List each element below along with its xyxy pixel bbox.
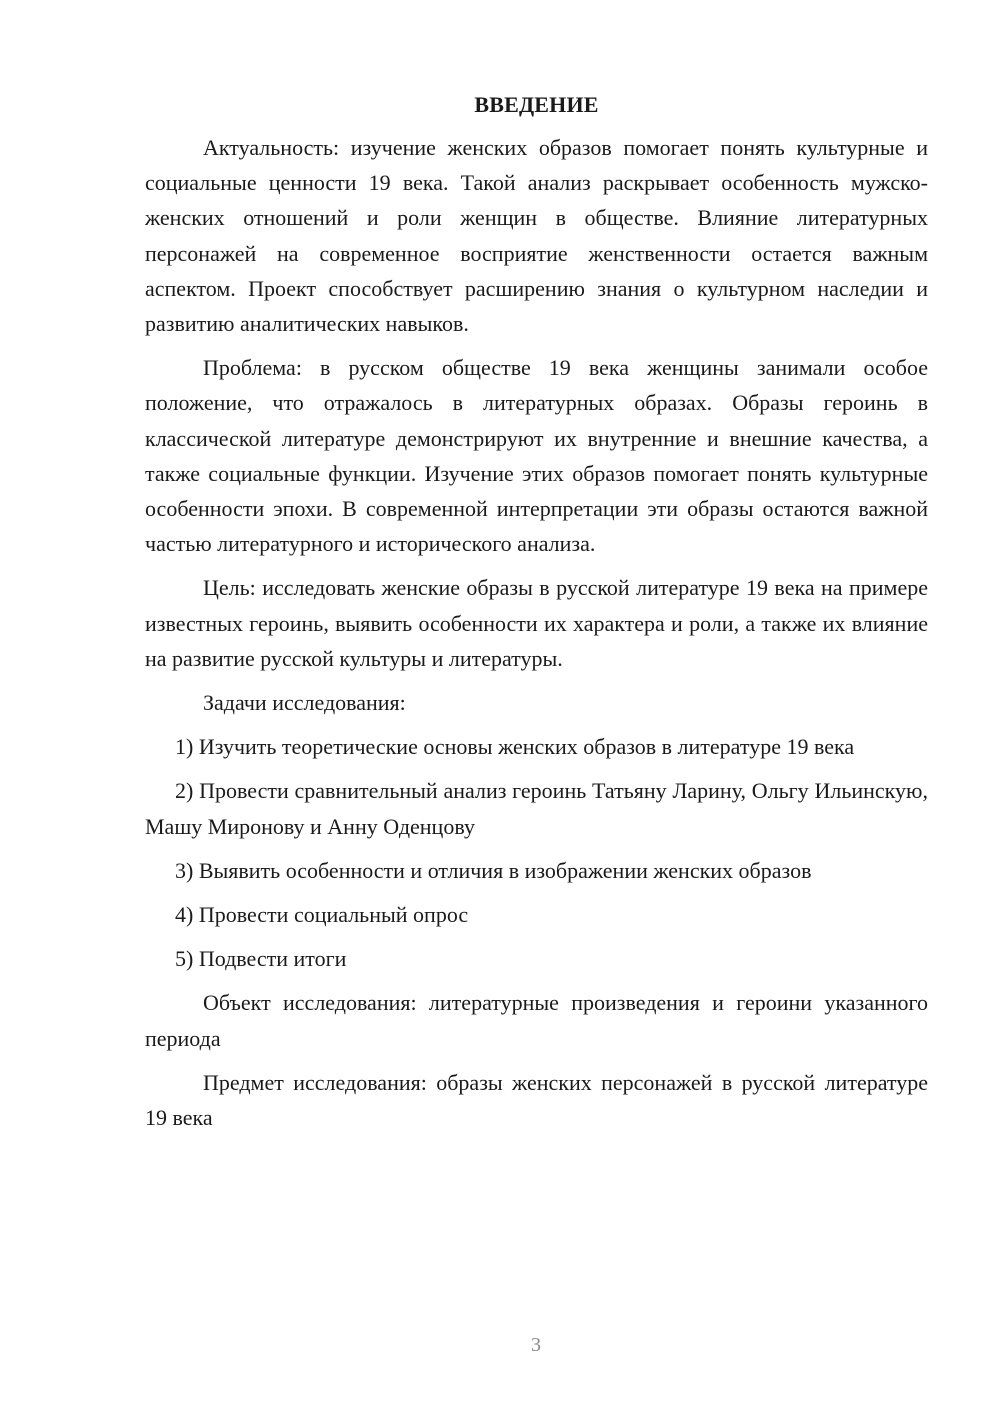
- research-subject-paragraph: Предмет исследования: образы женских персонажей в русской литературе 19 века: [145, 1069, 928, 1131]
- list-item: 3) Выявить особенности и отличия в изображении женских образов: [175, 857, 812, 883]
- list-item: 1) Изучить теоретические основы женских образов в литературе 19 века: [175, 734, 855, 760]
- tasks-title: Задачи исследования:: [203, 690, 406, 716]
- page-number: 3: [531, 1334, 541, 1356]
- research-object-paragraph: Объект исследования: литературные произведения и героини указанного периода: [145, 990, 928, 1051]
- list-item: 2) Провести сравнительный анализ героинь Татьяну Ларину, Ольгу Ильинскую, Машу Миронову и Анну Оденцову: [145, 778, 928, 839]
- tasks-list: [145, 729, 928, 976]
- goal-paragraph: Цель: исследовать женские образы в русской литературе 19 века на примере известных героинь, выявить особенности их характера и роли, а также их влияние на развитие русской культуры и литературы.: [145, 575, 928, 671]
- relevance-paragraph: Актуальность: изучение женских образов помогает понять культурные и социальные ценности 19 века. Такой анализ раскрывает особенность мужско-женских отношений и роли женщин в обществе. Влияние литературных персонажей на современное восприятие женственности остается важным аспектом. Проект способствует расширению знания о культурном наследии и развитию аналитических навыков.: [145, 135, 928, 337]
- document-page: [145, 90, 928, 1144]
- page-title: ВВЕДЕНИЕ: [474, 92, 599, 117]
- list-item: 5) Подвести итоги: [175, 946, 347, 972]
- list-item: 4) Провести социальный опрос: [175, 902, 469, 928]
- problem-paragraph: Проблема: в русском обществе 19 века женщины занимали особое положение, что отражалось в литературных образах. Образы героинь в классической литературе демонстрируют их внутренние и внешние качества, а также социальные функции. Изучение этих образов помогает понять культурные особенности эпохи. В современной интерпретации эти образы остаются важной частью литературного и исторического анализа.: [145, 355, 928, 557]
